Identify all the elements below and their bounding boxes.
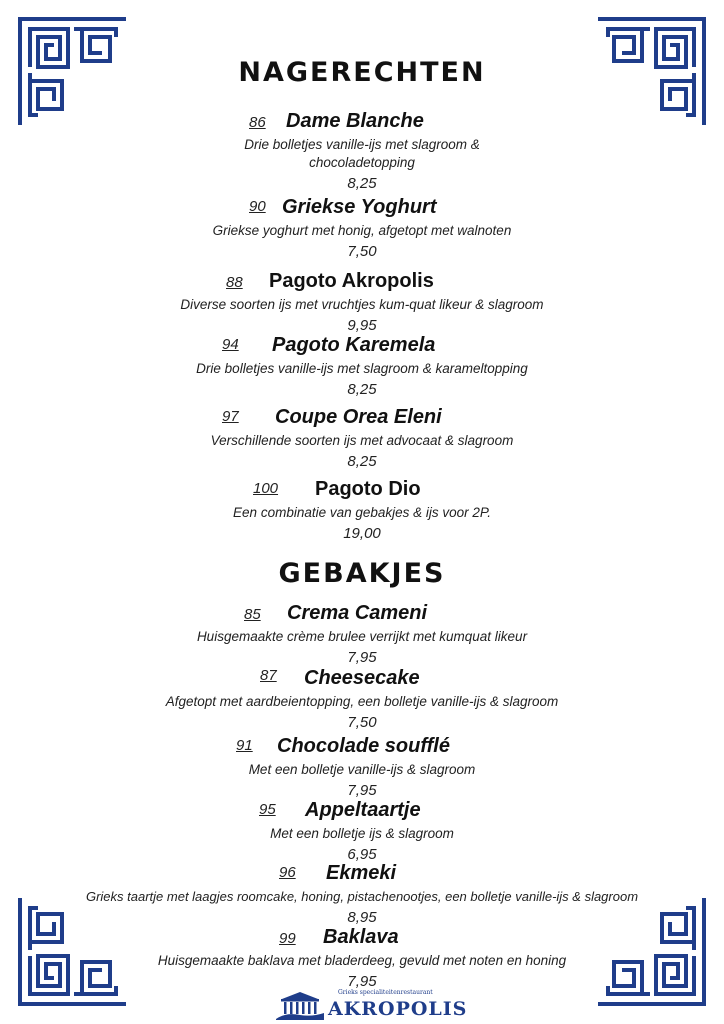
- restaurant-logo: [276, 988, 468, 1022]
- item-name: Appeltaartje: [305, 799, 421, 821]
- item-name: Baklava: [323, 926, 399, 948]
- item-description: Griekse yoghurt met honig, afgetopt met walnoten: [212, 223, 512, 238]
- item-number: 97: [222, 408, 239, 425]
- item-price: 7,95: [347, 782, 377, 799]
- item-name: Griekse Yoghurt: [282, 196, 437, 218]
- menu-item: [0, 110, 724, 194]
- menu-item: [0, 862, 724, 928]
- item-name: Pagoto Karemela: [272, 334, 436, 356]
- menu-item: [0, 735, 724, 801]
- temple-icon: [276, 990, 324, 1020]
- item-number: 100: [253, 480, 279, 497]
- menu-item: [0, 406, 724, 472]
- menu-item: [0, 799, 724, 865]
- item-number: 90: [249, 198, 266, 215]
- item-name: Ekmeki: [326, 862, 397, 884]
- item-name: Coupe Orea Eleni: [275, 406, 442, 428]
- item-price: 8,25: [347, 381, 377, 398]
- item-price: 6,95: [347, 846, 377, 863]
- item-name: Pagoto Akropolis: [269, 270, 434, 292]
- item-number: 96: [279, 864, 296, 881]
- item-name: Crema Cameni: [287, 602, 428, 624]
- item-description: Met een bolletje vanille-ijs & slagroom: [248, 762, 476, 777]
- menu-item: [0, 602, 724, 668]
- item-price: 7,50: [347, 714, 377, 731]
- item-description: Verschillende soorten ijs met advocaat & slagroom: [210, 433, 514, 448]
- item-number: 94: [222, 336, 239, 353]
- item-price: 7,95: [347, 649, 377, 666]
- item-name: Cheesecake: [304, 667, 420, 689]
- menu-item: [0, 667, 724, 733]
- item-number: 85: [244, 606, 261, 623]
- item-number: 95: [259, 801, 276, 818]
- item-number: 88: [226, 274, 243, 291]
- item-description: Drie bolletjes vanille-ijs met slagroom & karameltopping: [196, 361, 528, 376]
- menu-item: [0, 270, 724, 336]
- item-name: Chocolade soufflé: [277, 735, 450, 757]
- item-description: Drie bolletjes vanille-ijs met slagroom & chocoladetopping: [244, 137, 480, 170]
- item-price: 7,50: [347, 243, 377, 260]
- item-name: Pagoto Dio: [315, 478, 421, 500]
- item-price: 19,00: [343, 525, 381, 542]
- item-description: Grieks taartje met laagjes roomcake, honing, pistachenootjes, een bolletje vanille-ijs & slagroom: [85, 889, 639, 904]
- item-number: 99: [279, 930, 296, 947]
- item-number: 87: [260, 667, 277, 684]
- item-description: Afgetopt met aardbeientopping, een bolletje vanille-ijs & slagroom: [165, 694, 559, 709]
- item-price: 8,25: [347, 175, 377, 192]
- item-price: 9,95: [347, 317, 377, 334]
- section-title-desserts: NAGERECHTEN: [238, 57, 486, 88]
- section-title-pastries: GEBAKJES: [278, 558, 446, 589]
- logo-tagline: Grieks specialiteitenrestaurant: [338, 989, 433, 996]
- item-description: Huisgemaakte crème brulee verrijkt met kumquat likeur: [196, 629, 528, 644]
- item-description: Huisgemaakte baklava met bladerdeeg, gevuld met noten en honing: [157, 953, 567, 968]
- item-price: 7,95: [347, 973, 377, 990]
- menu-item: [0, 478, 724, 544]
- logo-name: AKROPOLIS: [328, 998, 468, 1020]
- item-name: Dame Blanche: [286, 110, 424, 132]
- item-description: Diverse soorten ijs met vruchtjes kum-quat likeur & slagroom: [180, 297, 544, 312]
- menu-item: [0, 196, 724, 262]
- menu-item: [0, 926, 724, 992]
- item-description: Een combinatie van gebakjes & ijs voor 2P.: [233, 505, 491, 520]
- item-number: 86: [249, 114, 266, 131]
- item-number: 91: [236, 737, 253, 754]
- item-price: 8,25: [347, 453, 377, 470]
- item-price: 8,95: [347, 909, 377, 926]
- item-description: Met een bolletje ijs & slagroom: [270, 826, 454, 841]
- menu-item: [0, 334, 724, 400]
